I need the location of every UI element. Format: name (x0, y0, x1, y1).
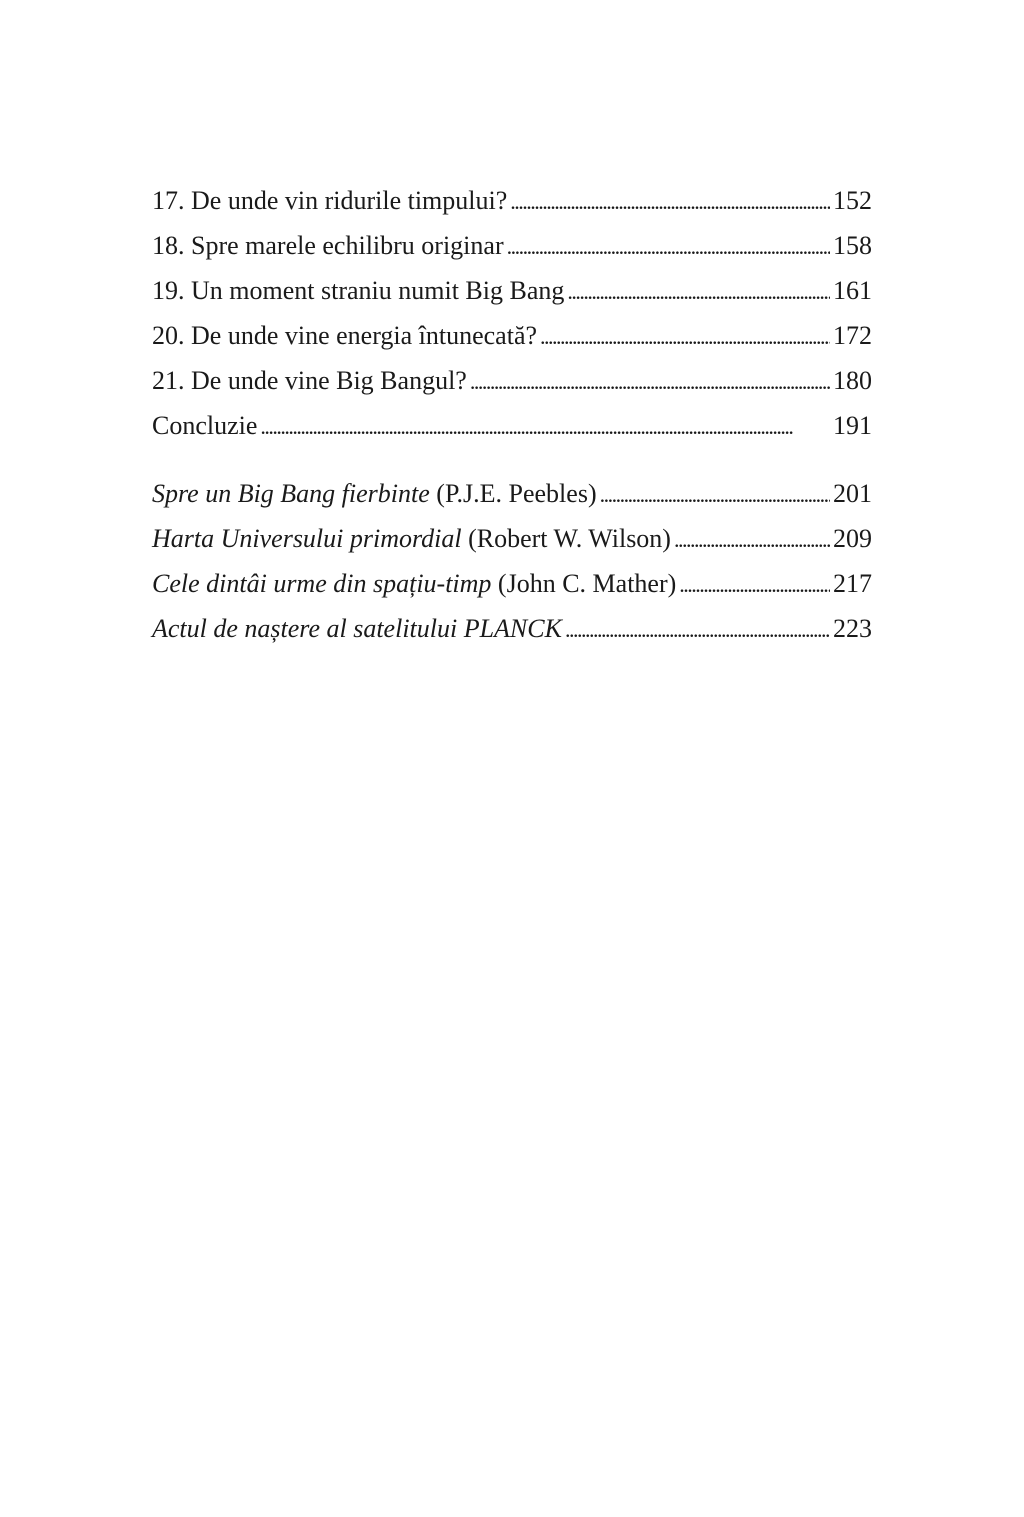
toc-entry[interactable] (152, 178, 872, 223)
entry-title-italic: Cele dintâi urme din spațiu-timp (152, 569, 492, 598)
dot-leader (470, 358, 830, 404)
entry-title (152, 606, 562, 651)
toc-entry[interactable] (152, 358, 872, 403)
dot-leader (510, 178, 830, 224)
entry-page-number: 172 (833, 321, 872, 350)
toc-entry[interactable] (152, 516, 872, 561)
entry-author: (John C. Mather) (491, 569, 677, 598)
chapters-group (152, 178, 872, 448)
toc-entry[interactable] (152, 403, 872, 448)
entry-page-number: 191 (833, 411, 872, 440)
entry-page-number: 152 (833, 186, 872, 215)
entry-title: 20. De unde vine energia întunecată? (152, 321, 538, 350)
dot-leader (507, 223, 830, 269)
toc-entry[interactable] (152, 268, 872, 313)
entry-title: 19. Un moment straniu numit Big Bang (152, 276, 565, 305)
dot-leader (260, 403, 830, 449)
entry-author: (Robert W. Wilson) (461, 524, 671, 553)
entry-title: 21. De unde vine Big Bangul? (152, 366, 467, 395)
dot-leader (567, 268, 830, 314)
table-of-contents (152, 178, 872, 651)
entry-page-number: 180 (833, 366, 872, 395)
entry-author: (P.J.E. Peebles) (429, 479, 597, 508)
toc-entry[interactable] (152, 561, 872, 606)
entry-title-italic: Actul de naștere al satelitului PLANCK (152, 614, 562, 643)
entry-page-number: 209 (833, 524, 872, 553)
dot-leader (565, 606, 830, 652)
entry-title-italic: Spre un Big Bang fierbinte (152, 479, 430, 508)
dot-leader (600, 471, 830, 517)
entry-title: 18. Spre marele echilibru originar (152, 231, 504, 260)
entry-page-number: 158 (833, 231, 872, 260)
dot-leader (679, 561, 830, 607)
entry-page-number: 217 (833, 569, 872, 598)
entry-page-number: 223 (833, 614, 872, 643)
appendices-group (152, 471, 872, 651)
toc-entry[interactable] (152, 313, 872, 358)
toc-entry[interactable] (152, 606, 872, 651)
toc-entry[interactable] (152, 471, 872, 516)
entry-title: 17. De unde vin ridurile timpului? (152, 186, 508, 215)
dot-leader (674, 516, 830, 562)
toc-entry[interactable] (152, 223, 872, 268)
entry-page-number: 161 (833, 276, 872, 305)
entry-title (152, 471, 597, 516)
entry-title: Concluzie (152, 411, 258, 440)
entry-title (152, 561, 676, 606)
entry-title (152, 516, 671, 561)
entry-title-italic: Harta Universului primordial (152, 524, 462, 553)
dot-leader (540, 313, 830, 359)
entry-page-number: 201 (833, 479, 872, 508)
